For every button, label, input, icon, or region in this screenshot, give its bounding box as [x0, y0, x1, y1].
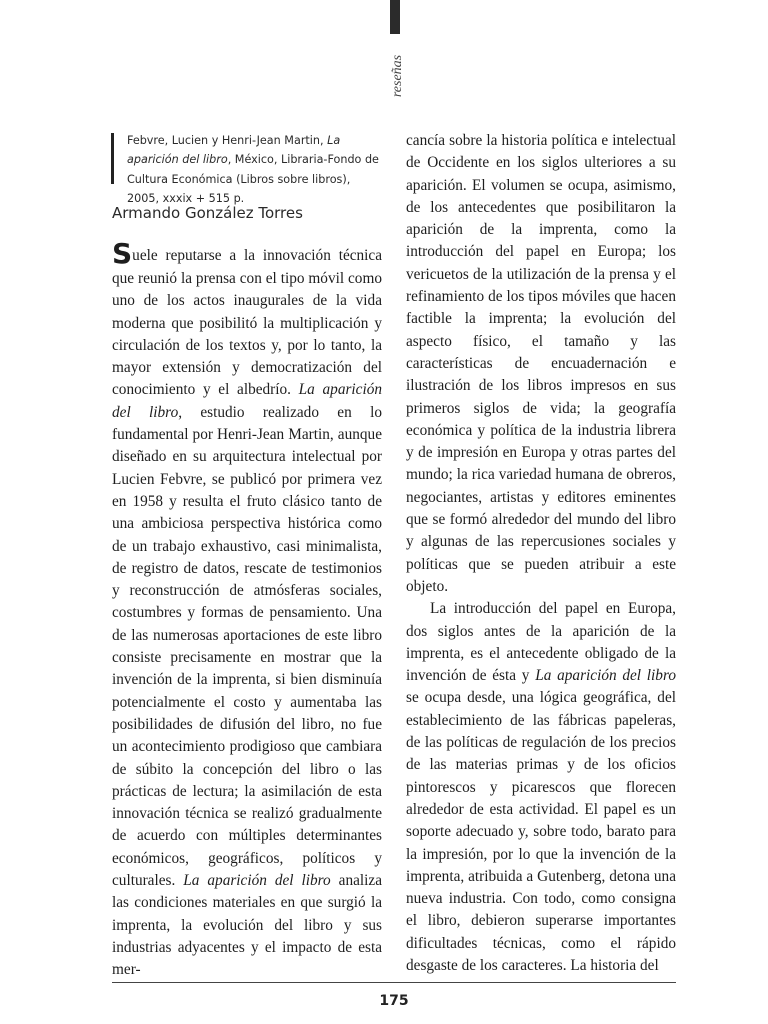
section-marker-bar	[390, 0, 400, 34]
page-number: 175	[379, 993, 409, 1009]
reference-publication: , México, Libraria-Fondo de Cultura Económica (Libros sobre libros), 2005, xxxix + 515 p.	[127, 153, 379, 206]
drop-cap: S	[112, 237, 133, 270]
left-column	[112, 237, 383, 982]
book-title: La aparición del libro	[112, 381, 383, 421]
reference-authors: Febvre, Lucien y Henri-Jean Martin,	[127, 134, 328, 147]
reference-title: La aparición del libro	[127, 134, 341, 167]
paragraph: Suele reputarse a la innovación técnica que reunió la prensa con el tipo móvil como uno de los actos inaugurales de la vida moderna que posibilitó la multiplicación y circulación de los textos y, por lo tanto, la mayor extensión y democratización del conocimiento y el albedrío. La aparición del libro, estudio realizado en lo fundamental por Henri-Jean Martin, aunque diseñado en su arquitectura intelectual por Lucien Febvre, se publicó por primera vez en 1958 y resulta el fruto clásico tanto de una ambiciosa perspectiva histórica como de un trabajo exhaustivo, casi minimalista, de registro de datos, rescate de testimonios y reconstrucción de atmósferas sociales, costumbres y formas de pensamiento. Una de las numerosas aportaciones de este libro consiste precisamente en mostrar que la invención de la imprenta, si bien disminuía potencialmente el costo y aumentaba las posibilidades de difusión del libro, no fue un acontecimiento prodigioso que cambiara de súbito la concepción del libro o las prácticas de lectura; la asimilación de esta innovación técnica se realizó gradualmente de acuerdo con múltiples determinantes económicos, geográficos, políticos y culturales. La aparición del libro analiza las condiciones materiales en que surgió la imprenta, la evolución del libro y sus industrias adyacentes y el impacto de esta mer-	[112, 237, 383, 979]
paragraph: cancía sobre la historia política e intelectual de Occidente en los siglos ulteriores a su aparición. El volumen se ocupa, asimismo, de los antecedentes que posibilitaron la aparición de la imprenta, como la introducción del papel en Europa; los vericuetos de la utilización de la prensa y el refinamiento de los tipos móviles que hacen factible la imprenta; la evolución del aspecto físico, el tamaño y las características de encuadernación e ilustración de los libros impresos en sus primeros siglos de vida; la geografía económica y política de la industria librera y de impresión en Europa y otras partes del mundo; la rica variedad humana de obreros, negociantes, artistas y editores eminentes que se formó alrededor del mundo del libro y algunas de las repercusiones sociales y políticas que se pueden atribuir a este objeto.	[406, 132, 676, 595]
reference-bar	[111, 133, 114, 184]
footer-rule	[112, 982, 676, 983]
paragraph: La introducción del papel en Europa, dos siglos antes de la aparición de la imprenta, es el antecedente obligado de la invención de ésta y La aparición del libro se ocupa desde, una lógica geográfica, del establecimiento de las fábricas papeleras, de las políticas de regulación de los precios de las materias primas y de los oficios pintorescos y picarescos que florecen alrededor de esta actividad. El papel es un soporte adecuado y, sobre todo, barato para la impresión, por lo que la invención de la imprenta, atribuida a Gutenberg, detona una nueva industria. Con todo, como consigna el libro, debieron superarse importantes dificultades técnicas, como el rápido desgaste de los caracteres. La historia del	[406, 600, 676, 974]
bibliographic-reference	[127, 131, 382, 209]
book-title: La aparición del libro	[183, 872, 331, 890]
section-label	[388, 50, 408, 106]
review-author: Armando González Torres	[112, 204, 303, 222]
book-title: La aparición del libro	[535, 667, 676, 685]
right-column	[406, 130, 676, 977]
section-label-text: reseñas	[390, 54, 405, 98]
